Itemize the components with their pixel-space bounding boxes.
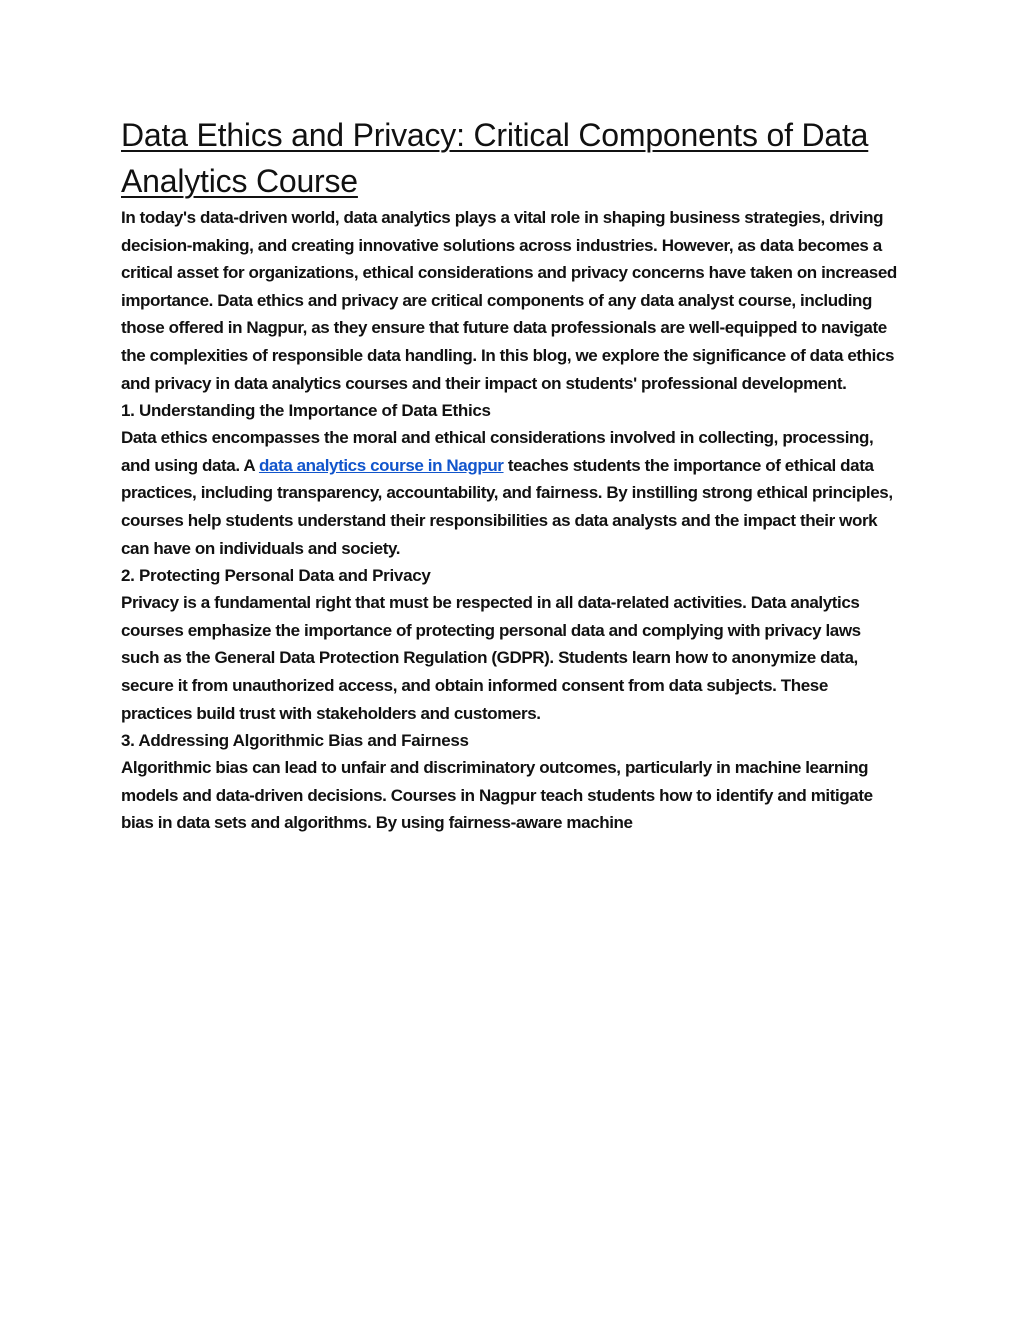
section-3-paragraph: Algorithmic bias can lead to unfair and discriminatory outcomes, particularly in machine learning models and data-driven decisions. Courses in Nagpur teach students how to identify and mitigate bias in data sets and algorithms. By using fairness-aware machine xyxy=(121,758,873,833)
section-2-heading: 2. Protecting Personal Data and Privacy xyxy=(121,566,431,586)
section-1-text-after: teaches students the importance of ethical data practices, including transparency, accountability, and fairness. By instilling strong ethical principles, courses help students understand their responsibilities as data analysts and the impact their work can have on individuals and society. xyxy=(121,455,893,558)
intro-paragraph: In today's data-driven world, data analytics plays a vital role in shaping business strategies, driving decision-making, and creating innovative solutions across industries. However, as data becomes a critical asset for organizations, ethical considerations and privacy concerns have taken on increased importance. Data ethics and privacy are critical components of any data analyst course, including those offered in Nagpur, as they ensure that future data professionals are well-equipped to navigate the complexities of responsible data handling. In this blog, we explore the significance of data ethics and privacy in data analytics courses and their impact on students' professional development. xyxy=(121,208,897,393)
section-1-heading: 1. Understanding the Importance of Data Ethics xyxy=(121,401,491,421)
course-link[interactable]: data analytics course in Nagpur xyxy=(258,455,504,475)
document-title: Data Ethics and Privacy: Critical Components of Data Analytics Course xyxy=(121,117,869,199)
section-1-paragraph xyxy=(121,424,901,562)
section-2-paragraph: Privacy is a fundamental right that must be respected in all data-related activities. Data analytics courses emphasize the importance of protecting personal data and complying with privacy laws such as the General Data Protection Regulation (GDPR). Students learn how to anonymize data, secure it from unauthorized access, and obtain informed consent from data subjects. These practices build trust with stakeholders and customers. xyxy=(121,593,861,723)
section-3-heading: 3. Addressing Algorithmic Bias and Fairness xyxy=(121,731,469,751)
section-1-text-before: Data ethics encompasses the moral and ethical considerations involved in collecting, processing, and using data. A xyxy=(121,428,874,475)
document-page xyxy=(121,112,901,837)
